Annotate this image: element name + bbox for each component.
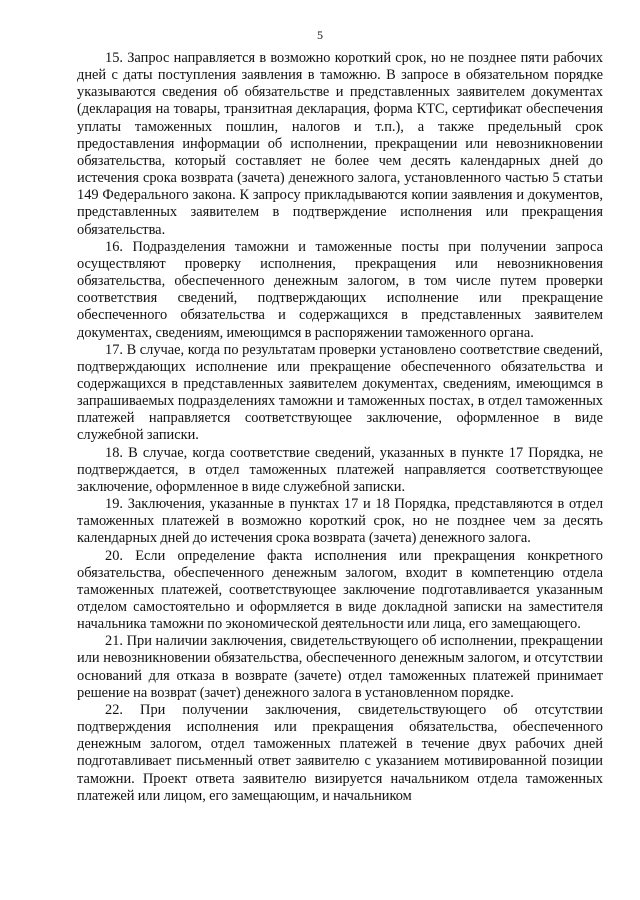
paragraph-17: 17. В случае, когда по результатам проверки установлено соответствие сведений, подтверждающих исполнение или прекращение обеспеченного обязательства и содержащихся в представленных заявителем документах, сведениям, имеющимся в запрашиваемых подразделениях таможни и таможенных постах, в отдел таможенных платежей направляется соответствующее заключение, оформленное в виде служебной записки. [77,341,603,444]
paragraph-15: 15. Запрос направляется в возможно короткий срок, но не позднее пяти рабочих дней с даты поступления заявления в таможню. В запросе в обязательном порядке указываются сведения об обязательстве и представленных заявителем документах (декларация на товары, транзитная декларация, форма КТС, сертификат обеспечения уплаты таможенных пошлин, налогов и т.п.), а также предельный срок предоставления информации об исполнении, прекращении или невозникновении обязательства, который составляет не более чем десять календарных дней до истечения срока возврата (зачета) денежного залога, установленного частью 5 статьи 149 Федерального закона. К запросу прикладываются копии заявления и документов, представленных заявителем в подтверждение исполнения или прекращения обязательства. [77,50,603,238]
paragraph-19: 19. Заключения, указанные в пунктах 17 и 18 Порядка, представляются в отдел таможенных платежей в возможно короткий срок, но не позднее чем за десять календарных дней до истечения срока возврата (зачета) денежного залога. [77,496,603,547]
paragraph-21: 21. При наличии заключения, свидетельствующего об исполнении, прекращении или невозникновении обязательства, обеспеченного денежным залогом, и отсутствии оснований для отказа в возврате (зачете) отдел таможенных платежей принимает решение на возврат (зачет) денежного залога в установленном порядке. [77,633,603,701]
page-number: 5 [317,28,323,42]
paragraph-16: 16. Подразделения таможни и таможенные посты при получении запроса осуществляют проверку исполнения, прекращения или невозникновения обязательства, обеспеченного денежным залогом, в том числе путем проверки соответствия сведений, подтверждающих исполнение или прекращение обеспеченного обязательства и содержащихся в представленных заявителем документах, сведениям, имеющимся в распоряжении таможенного органа. [77,238,603,341]
paragraph-22: 22. При получении заключения, свидетельствующего об отсутствии подтверждения исполнения или прекращения обязательства, обеспеченного денежным залогом, отдел таможенных платежей в течение двух рабочих дней подготавливает письменный ответ заявителю с указанием мотивированной позиции таможни. Проект ответа заявителю визируется начальником отдела таможенных платежей или лицом, его замещающим, и начальником [77,701,603,804]
document-body [77,50,603,805]
paragraph-20: 20. Если определение факта исполнения или прекращения конкретного обязательства, обеспеченного денежным залогом, входит в компетенцию отдела таможенных платежей, соответствующее заключение подготавливается указанным отделом самостоятельно и оформляется в виде докладной записки на заместителя начальника таможни по экономической деятельности или лица, его замещающего. [77,547,603,633]
paragraph-18: 18. В случае, когда соответствие сведений, указанных в пункте 17 Порядка, не подтверждается, в отдел таможенных платежей направляется соответствующее заключение, оформленное в виде служебной записки. [77,444,603,495]
